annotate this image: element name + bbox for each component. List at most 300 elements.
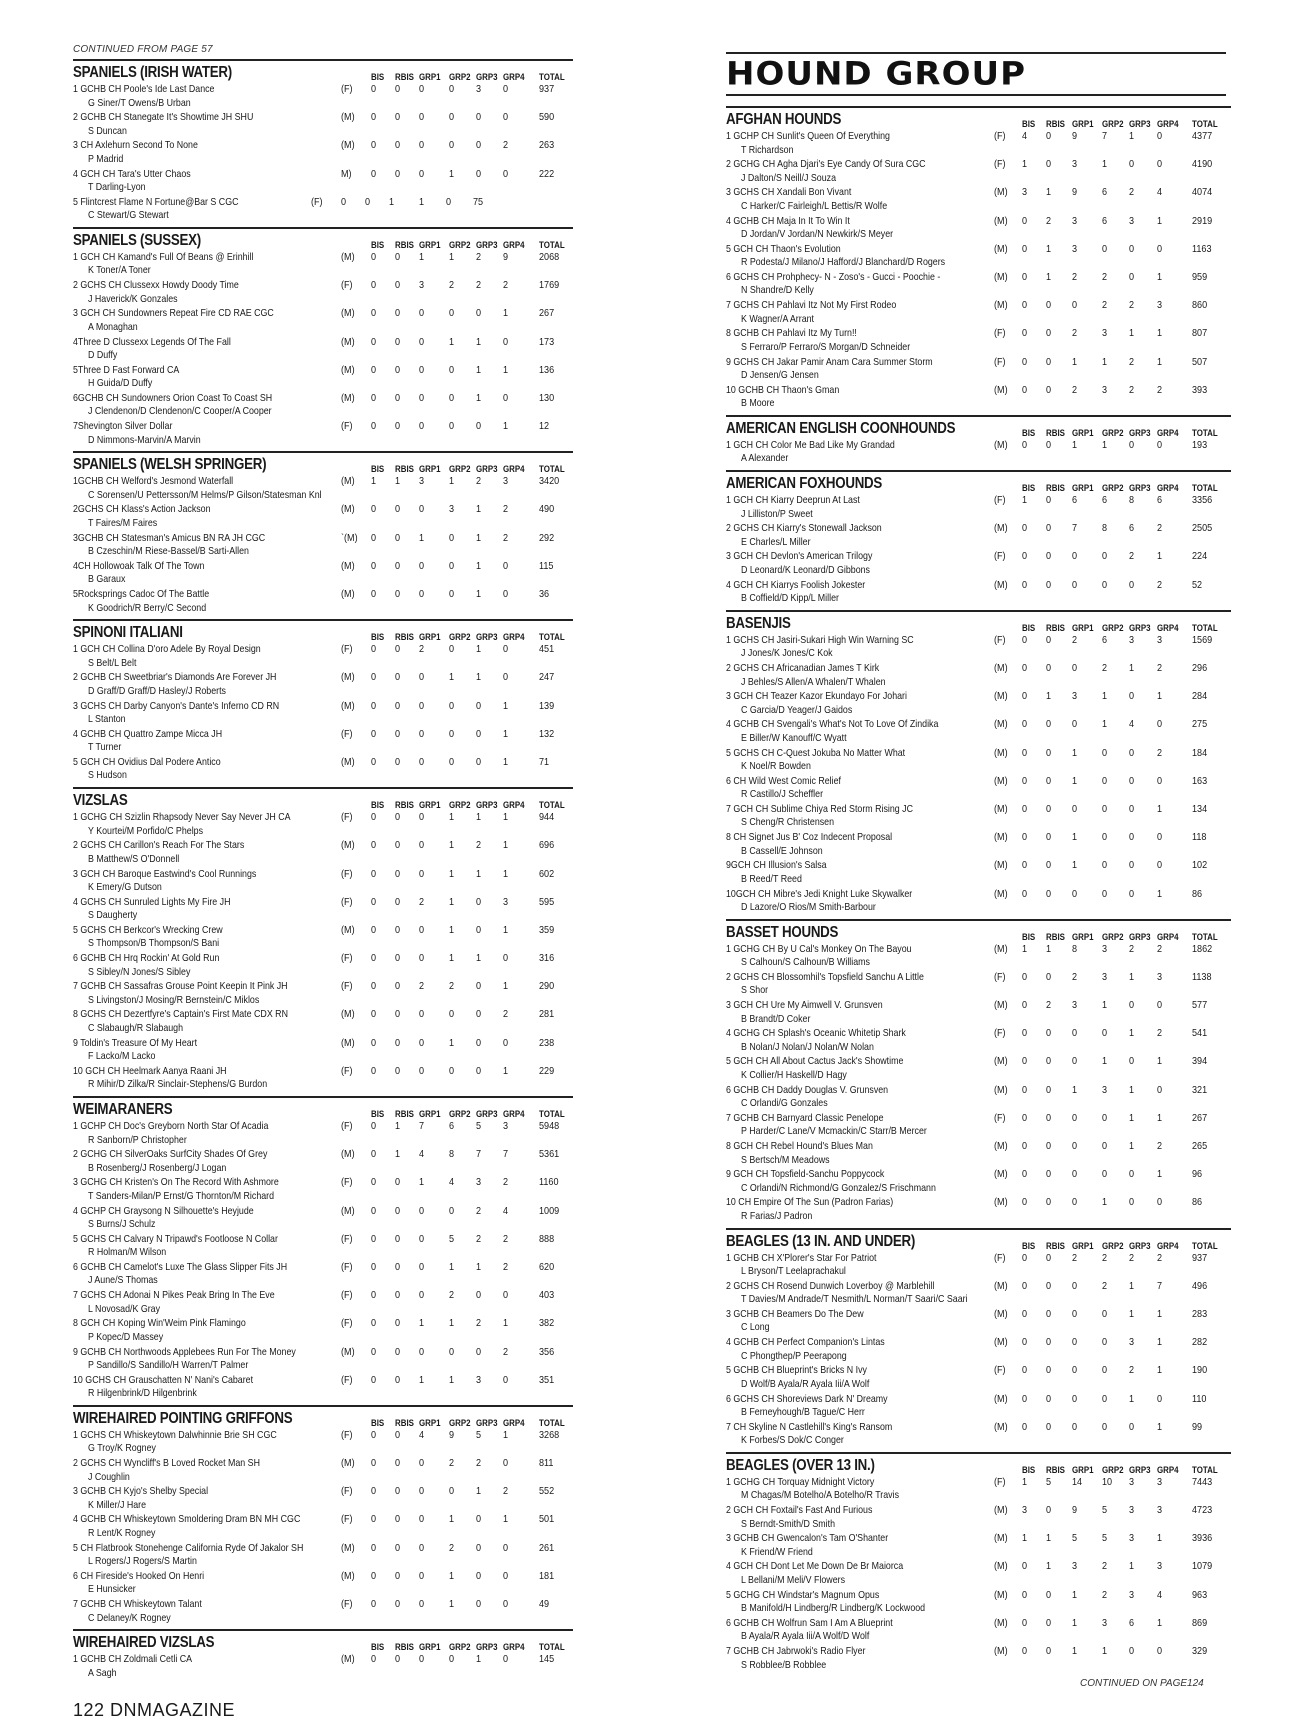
sex-cell: (M) xyxy=(994,1561,1008,1573)
grp2-cell: 3 xyxy=(449,504,455,516)
dog-name: 1 GCHS CH Jasiri-Sukari High Win Warning SC xyxy=(726,634,914,646)
bis-cell: 0 xyxy=(371,1374,377,1386)
grp4-cell: 3 xyxy=(1157,300,1163,312)
total-cell: 229 xyxy=(539,1065,555,1077)
rbis-cell: 0 xyxy=(1046,775,1052,787)
ranking-entry xyxy=(73,1176,573,1204)
grp3-cell: 1 xyxy=(476,672,482,684)
grp1-cell: 2 xyxy=(1072,271,1078,283)
bis-cell: 0 xyxy=(371,112,377,124)
sex-cell: (M) xyxy=(994,1056,1008,1068)
grp1-cell: 1 xyxy=(1072,439,1078,451)
rbis-cell: 0 xyxy=(1046,1365,1052,1377)
dog-name: 7 GCHB CH Jabrwoki's Radio Flyer xyxy=(726,1646,866,1657)
total-cell: 602 xyxy=(539,868,555,880)
grp2-cell: 0 xyxy=(449,1486,455,1498)
total-cell: 1160 xyxy=(539,1177,559,1189)
ranking-entry xyxy=(726,718,1231,746)
handler-names: P Sandillo/S Sandillo/H Warren/T Palmer xyxy=(88,1360,249,1371)
dog-name: 5 GCHS CH Calvary N Tripawd's Footloose N Collar xyxy=(73,1233,278,1245)
handler-names: Y Kourtei/M Porfido/C Phelps xyxy=(88,825,204,837)
dog-name: 2 GCHS CH Clussexx Howdy Doody Time xyxy=(73,280,239,292)
grp3-cell: 0 xyxy=(1129,691,1135,703)
bis-cell: 0 xyxy=(1022,663,1028,674)
ranking-entry xyxy=(726,1168,1231,1196)
grp2-cell: 1 xyxy=(1102,439,1108,451)
breed-section xyxy=(726,415,1231,467)
grp3-cell: 0 xyxy=(1129,243,1135,255)
ranking-entry xyxy=(73,1289,573,1317)
bis-cell: 0 xyxy=(371,1429,377,1441)
bis-cell: 0 xyxy=(1022,1252,1028,1264)
grp4-cell: 0 xyxy=(503,1570,509,1582)
bis-cell: 0 xyxy=(371,1599,377,1610)
sex-cell: (M) xyxy=(341,1542,355,1554)
sex-cell: (M) xyxy=(341,840,355,852)
grp1-cell: 6 xyxy=(1072,495,1078,507)
dog-name: 7 GCHS CH Pahlavi Itz Not My First Rodeo xyxy=(726,300,897,312)
bis-cell: 0 xyxy=(371,1037,377,1049)
handler-names: C Sorensen/U Pettersson/M Helms/P Gilson/Statesman Knl xyxy=(88,489,322,501)
column-header-bis: BIS xyxy=(371,72,385,82)
column-header-grp4: GRP4 xyxy=(1157,622,1179,633)
group-rule-bottom xyxy=(726,94,1226,96)
dog-name: 4Three D Clussexx Legends Of The Fall xyxy=(73,336,231,348)
grp4-cell: 2 xyxy=(1157,747,1163,759)
rbis-cell: 0 xyxy=(395,1065,401,1077)
dog-name: 3 GCH CH Baroque Eastwind's Cool Runnings xyxy=(73,868,257,880)
handler-names: S Shor xyxy=(741,985,769,997)
handler-names: S Duncan xyxy=(88,125,127,137)
grp3-cell: 0 xyxy=(476,1514,482,1526)
sex-cell: (F) xyxy=(994,328,1006,340)
bis-cell: 0 xyxy=(1022,439,1028,451)
column-header-grp4: GRP4 xyxy=(1157,427,1179,438)
handler-names: R Sanborn/P Christopher xyxy=(88,1134,187,1146)
column-header-total: TOTAL xyxy=(1192,427,1218,438)
total-cell: 99 xyxy=(1192,1421,1203,1433)
section-header xyxy=(726,474,1231,494)
total-cell: 1569 xyxy=(1192,634,1213,646)
grp2-cell: 1 xyxy=(449,1374,455,1386)
grp4-cell: 0 xyxy=(503,84,509,95)
ranking-entry xyxy=(73,588,573,616)
sex-cell: (F) xyxy=(341,1261,353,1273)
grp1-cell: 2 xyxy=(1072,328,1078,340)
dog-name: 1 GCHP CH Sunlit's Queen Of Everything xyxy=(726,131,890,142)
handler-names: T Davies/M Andrade/T Nesmith/L Norman/T Saari/C Saari xyxy=(741,1294,968,1306)
rbis-cell: 0 xyxy=(395,868,401,880)
total-cell: 382 xyxy=(539,1318,555,1330)
bis-cell: 0 xyxy=(1022,1421,1028,1433)
rbis-cell: 0 xyxy=(1046,159,1052,171)
total-cell: 5361 xyxy=(539,1149,560,1161)
sex-cell: (F) xyxy=(341,644,353,656)
grp3-cell: 0 xyxy=(476,981,482,993)
grp4-cell: 0 xyxy=(1157,775,1163,787)
total-cell: 937 xyxy=(1192,1252,1208,1264)
grp2-cell: 0 xyxy=(1102,803,1108,815)
dog-name: 2 GCHS CH Wyncliff's B Loved Rocket Man SH xyxy=(73,1458,260,1470)
grp2-cell: 5 xyxy=(1102,1533,1108,1545)
section-header xyxy=(726,923,1231,943)
grp2-cell: 0 xyxy=(449,1065,455,1077)
handler-names: D Leonard/K Leonard/D Gibbons xyxy=(741,564,870,576)
ranking-entry xyxy=(73,560,573,588)
grp1-cell: 0 xyxy=(1072,663,1078,674)
column-header-rbis: RBIS xyxy=(1046,931,1065,942)
dog-name: 9GCH CH Illusion's Salsa xyxy=(726,860,827,872)
column-header-rbis: RBIS xyxy=(1046,427,1065,438)
handler-names: J Jones/K Jones/C Kok xyxy=(741,648,833,660)
bis-cell: 0 xyxy=(371,1514,377,1526)
rbis-cell: 0 xyxy=(395,644,401,656)
total-cell: 7443 xyxy=(1192,1476,1213,1488)
grp1-cell: 5 xyxy=(1072,1533,1078,1545)
grp2-cell: 0 xyxy=(449,421,455,433)
bis-cell: 0 xyxy=(1022,888,1028,900)
grp2-cell: 0 xyxy=(449,140,455,152)
sex-cell: (M) xyxy=(994,1617,1008,1629)
dog-name: 6GCHB CH Sundowners Orion Coast To Coast SH xyxy=(73,392,273,404)
sex-cell: (M) xyxy=(994,1197,1008,1209)
dog-name: 5Rocksprings Cadoc Of The Battle xyxy=(73,589,210,600)
dog-name: 4CH Hollowoak Talk Of The Town xyxy=(73,560,205,572)
rbis-cell: 0 xyxy=(395,1374,401,1386)
dog-name: 8 GCHB CH Pahlavi Itz My Turn!! xyxy=(726,328,857,340)
column-header-grp4: GRP4 xyxy=(1157,119,1179,129)
grp2-cell: 1 xyxy=(449,336,455,348)
grp1-cell: 0 xyxy=(419,1542,425,1554)
column-header-grp4: GRP4 xyxy=(503,632,525,643)
rbis-cell: 0 xyxy=(1046,579,1052,591)
section-header xyxy=(726,1232,1231,1252)
dog-name: 4 GCH CH Dont Let Me Down De Br Maiorca xyxy=(726,1561,904,1573)
total-cell: 496 xyxy=(1192,1280,1208,1292)
grp1-cell: 1 xyxy=(389,196,395,208)
sex-cell: (F) xyxy=(994,131,1006,142)
sex-cell: (M) xyxy=(994,579,1008,591)
total-cell: 290 xyxy=(539,981,555,993)
breed-section xyxy=(726,610,1231,916)
handler-names: S Burns/J Schulz xyxy=(88,1219,156,1231)
grp2-cell: 6 xyxy=(1102,495,1108,507)
ranking-entry xyxy=(73,139,573,167)
bis-cell: 0 xyxy=(371,1065,377,1077)
grp3-cell: 1 xyxy=(1129,1393,1135,1405)
grp2-cell: 0 xyxy=(1102,551,1108,563)
grp1-cell: 0 xyxy=(419,1514,425,1526)
sex-cell: (F) xyxy=(994,356,1006,368)
grp3-cell: 1 xyxy=(1129,1028,1135,1040)
grp4-cell: 0 xyxy=(503,1542,509,1554)
dog-name: 3 GCHB CH Kyjo's Shelby Special xyxy=(73,1486,209,1498)
grp3-cell: 0 xyxy=(1129,1056,1135,1068)
handler-names: R Holman/M Wilson xyxy=(88,1247,167,1259)
grp2-cell: 0 xyxy=(449,1346,455,1358)
handler-names: S Daugherty xyxy=(88,910,138,922)
sex-cell: (M) xyxy=(994,1589,1008,1601)
column-header-grp3: GRP3 xyxy=(1129,622,1151,633)
rbis-cell: 0 xyxy=(395,84,401,95)
rbis-cell: 0 xyxy=(395,364,401,376)
grp3-cell: 5 xyxy=(476,1121,482,1132)
column-header-grp3: GRP3 xyxy=(1129,427,1151,438)
grp1-cell: 0 xyxy=(419,1570,425,1582)
bis-cell: 0 xyxy=(1022,1365,1028,1377)
grp3-cell: 0 xyxy=(476,1065,482,1077)
breed-section xyxy=(73,787,573,1093)
column-header-grp4: GRP4 xyxy=(503,239,525,250)
bis-cell: 0 xyxy=(371,140,377,152)
ranking-entry xyxy=(726,1645,1231,1673)
grp4-cell: 1 xyxy=(1157,1308,1163,1320)
grp3-cell: 2 xyxy=(1129,943,1135,955)
ranking-entry xyxy=(73,952,573,980)
grp4-cell: 1 xyxy=(1157,803,1163,815)
grp1-cell: 0 xyxy=(419,756,425,768)
grp4-cell: 2 xyxy=(503,140,509,152)
grp1-cell: 3 xyxy=(1072,1000,1078,1012)
bis-cell: 0 xyxy=(1022,1056,1028,1068)
rbis-cell: 0 xyxy=(395,1261,401,1273)
column-header-grp3: GRP3 xyxy=(1129,1240,1151,1251)
column-header-grp1: GRP1 xyxy=(1072,427,1094,438)
grp2-cell: 1 xyxy=(449,1514,455,1526)
bis-cell: 0 xyxy=(371,840,377,852)
bis-cell: 1 xyxy=(1022,1533,1028,1545)
grp2-cell: 1 xyxy=(1102,159,1108,171)
ranking-entry xyxy=(73,868,573,896)
sex-cell: (M) xyxy=(994,832,1008,844)
grp4-cell: 0 xyxy=(1157,131,1163,142)
bis-cell: 0 xyxy=(371,589,377,600)
sex-cell: (M) xyxy=(994,719,1008,731)
grp1-cell: 0 xyxy=(419,1346,425,1358)
grp2-cell: 0 xyxy=(449,392,455,404)
dog-name: 4 GCHP CH Graysong N Silhouette's Heyjude xyxy=(73,1205,254,1217)
column-header-rbis: RBIS xyxy=(395,239,414,250)
handler-names: S Sibley/N Jones/S Sibley xyxy=(88,966,191,978)
breed-section xyxy=(726,1228,1231,1449)
dog-name: 5 GCHS CH Berkcor's Wrecking Crew xyxy=(73,924,223,936)
grp4-cell: 1 xyxy=(503,421,509,433)
handler-names: B Nolan/J Nolan/J Nolan/W Nolan xyxy=(741,1041,874,1053)
sex-cell: (F) xyxy=(341,953,353,965)
grp2-cell: 2 xyxy=(1102,1252,1108,1264)
handler-names: S Livingston/J Mosing/R Bernstein/C Miklos xyxy=(88,994,260,1006)
breed-section xyxy=(73,227,573,448)
grp2-cell: 0 xyxy=(1102,579,1108,591)
grp1-cell: 0 xyxy=(1072,1197,1078,1209)
bis-cell: 0 xyxy=(1022,691,1028,703)
right-sections xyxy=(726,106,1231,1673)
rbis-cell: 0 xyxy=(1046,1393,1052,1405)
sex-cell: (M) xyxy=(341,1458,355,1470)
total-cell: 3936 xyxy=(1192,1533,1213,1545)
column-header-grp1: GRP1 xyxy=(419,1642,441,1653)
grp3-cell: 0 xyxy=(1129,1197,1135,1209)
breed-name: SPANIELS (WELSH SPRINGER) xyxy=(73,456,267,474)
grp3-cell: 0 xyxy=(476,896,482,908)
total-cell: 403 xyxy=(539,1290,555,1302)
handler-names: P Kopec/D Massey xyxy=(88,1331,164,1343)
column-header-total: TOTAL xyxy=(1192,1464,1218,1475)
column-header-total: TOTAL xyxy=(1192,483,1218,494)
grp3-cell: 1 xyxy=(1129,663,1135,674)
grp1-cell: 0 xyxy=(419,700,425,712)
grp4-cell: 4 xyxy=(1157,1589,1163,1601)
grp4-cell: 3 xyxy=(503,1121,509,1132)
handler-names: K Goodrich/R Berry/C Second xyxy=(88,602,207,614)
grp2-cell: 0 xyxy=(1102,1141,1108,1152)
grp3-cell: 1 xyxy=(1129,971,1135,983)
section-header xyxy=(73,623,573,643)
grp2-cell: 0 xyxy=(1102,832,1108,844)
grp3-cell: 8 xyxy=(1129,495,1135,507)
column-header-grp4: GRP4 xyxy=(503,1417,525,1428)
handler-names: D Jordan/V Jordan/N Newkirk/S Meyer xyxy=(741,229,894,241)
total-cell: 552 xyxy=(539,1486,555,1498)
rbis-cell: 0 xyxy=(395,308,401,320)
column-header-grp4: GRP4 xyxy=(503,800,525,811)
grp2-cell: 6 xyxy=(449,1121,455,1132)
rbis-cell: 0 xyxy=(1046,719,1052,731)
sex-cell: (M) xyxy=(994,1280,1008,1292)
dog-name: 7 GCH CH Sublime Chiya Red Storm Rising JC xyxy=(726,803,914,815)
column-header-total: TOTAL xyxy=(539,239,565,250)
grp2-cell: 0 xyxy=(1102,1169,1108,1181)
total-cell: 261 xyxy=(539,1542,555,1554)
total-cell: 4377 xyxy=(1192,131,1213,142)
bis-cell: 0 xyxy=(1022,215,1028,227)
rbis-cell: 0 xyxy=(1046,971,1052,983)
total-cell: 1862 xyxy=(1192,943,1213,955)
bis-cell: 0 xyxy=(1022,1000,1028,1012)
handler-names: C Delaney/K Rogney xyxy=(88,1612,171,1624)
total-cell: 283 xyxy=(1192,1308,1208,1320)
grp4-cell: 3 xyxy=(1157,1476,1163,1488)
grp1-cell: 0 xyxy=(419,1486,425,1498)
grp4-cell: 1 xyxy=(503,868,509,880)
bis-cell: 0 xyxy=(1022,1617,1028,1629)
handler-names: C Orlandi/G Gonzales xyxy=(741,1098,828,1110)
grp3-cell: 1 xyxy=(1129,1308,1135,1320)
total-cell: 132 xyxy=(539,728,555,740)
column-header-grp2: GRP2 xyxy=(1102,622,1124,633)
grp4-cell: 0 xyxy=(1157,1393,1163,1405)
column-header-rbis: RBIS xyxy=(395,1642,414,1653)
section-header xyxy=(73,231,573,251)
ranking-entry xyxy=(73,671,573,699)
breed-section xyxy=(73,1405,573,1626)
grp4-cell: 1 xyxy=(1157,1056,1163,1068)
grp4-cell: 2 xyxy=(1157,1141,1163,1152)
handler-names: S Calhoun/S Calhoun/B Williams xyxy=(741,957,870,969)
grp2-cell: 2 xyxy=(449,1290,455,1302)
bis-cell: 0 xyxy=(371,812,377,824)
total-cell: 282 xyxy=(1192,1337,1208,1349)
ranking-entry xyxy=(726,1364,1231,1392)
total-cell: 2919 xyxy=(1192,215,1213,227)
grp2-cell: 0 xyxy=(1102,888,1108,900)
total-cell: 267 xyxy=(1192,1112,1208,1124)
total-cell: 490 xyxy=(539,504,555,516)
grp4-cell: 1 xyxy=(503,1065,509,1077)
bis-cell: 0 xyxy=(371,1542,377,1554)
column-header-grp2: GRP2 xyxy=(1102,427,1124,438)
grp3-cell: 1 xyxy=(1129,328,1135,340)
grp2-cell: 1 xyxy=(449,1570,455,1582)
sex-cell: (F) xyxy=(341,868,353,880)
total-cell: 52 xyxy=(1192,579,1203,591)
column-header-bis: BIS xyxy=(371,1417,385,1428)
bis-cell: 0 xyxy=(371,700,377,712)
grp4-cell: 0 xyxy=(503,672,509,684)
column-header-rbis: RBIS xyxy=(1046,622,1065,633)
rbis-cell: 0 xyxy=(1046,1084,1052,1096)
total-cell: 329 xyxy=(1192,1646,1208,1657)
grp4-cell: 1 xyxy=(503,364,509,376)
total-cell: 507 xyxy=(1192,356,1208,368)
grp4-cell: 0 xyxy=(1157,832,1163,844)
bis-cell: 0 xyxy=(371,168,377,180)
grp1-cell: 0 xyxy=(1072,1421,1078,1433)
grp2-cell: 0 xyxy=(1102,1393,1108,1405)
handler-names: G Siner/T Owens/B Urban xyxy=(88,97,191,109)
breed-name: AMERICAN ENGLISH COONHOUNDS xyxy=(726,419,956,437)
left-sections xyxy=(73,59,573,1681)
bis-cell: 0 xyxy=(1022,1589,1028,1601)
bis-cell: 3 xyxy=(1022,187,1028,199)
rbis-cell: 0 xyxy=(1046,1252,1052,1264)
column-header-grp2: GRP2 xyxy=(449,239,471,250)
total-cell: 1079 xyxy=(1192,1561,1213,1573)
handler-names: B Ferneyhough/B Tague/C Herr xyxy=(741,1407,865,1418)
bis-cell: 0 xyxy=(1022,1028,1028,1040)
sex-cell: (F) xyxy=(994,971,1006,983)
grp2-cell: 3 xyxy=(1102,1084,1108,1096)
bis-cell: 0 xyxy=(1022,1197,1028,1209)
grp3-cell: 3 xyxy=(1129,215,1135,227)
section-header xyxy=(73,791,573,811)
grp3-cell: 3 xyxy=(1129,1476,1135,1488)
bis-cell: 3 xyxy=(1022,1505,1028,1517)
grp2-cell: 1 xyxy=(1102,719,1108,731)
breed-section xyxy=(726,470,1231,607)
rbis-cell: 0 xyxy=(395,140,401,152)
rbis-cell: 0 xyxy=(395,840,401,852)
grp3-cell: 0 xyxy=(476,1570,482,1582)
grp2-cell: 0 xyxy=(449,1205,455,1217)
column-header-grp1: GRP1 xyxy=(1072,1240,1094,1251)
grp1-cell: 0 xyxy=(419,1654,425,1666)
bis-cell: 0 xyxy=(1022,384,1028,396)
ranking-entry xyxy=(73,924,573,952)
grp2-cell: 1 xyxy=(419,196,425,208)
column-header-total: TOTAL xyxy=(539,72,565,82)
grp4-cell: 1 xyxy=(503,1429,509,1441)
handler-names: B Brandt/D Coker xyxy=(741,1013,811,1025)
dog-name: 3 GCHB CH Beamers Do The Dew xyxy=(726,1308,864,1320)
sex-cell: (M) xyxy=(341,308,355,320)
ranking-entry xyxy=(726,439,1231,467)
sex-cell: (M) xyxy=(341,924,355,936)
handler-names: B Moore xyxy=(741,398,775,410)
handler-names: L Bryson/T Leelaprachakul xyxy=(741,1266,846,1278)
grp1-cell: 0 xyxy=(1072,1028,1078,1040)
dog-name: 1 GCH CH Color Me Bad Like My Grandad xyxy=(726,439,895,451)
